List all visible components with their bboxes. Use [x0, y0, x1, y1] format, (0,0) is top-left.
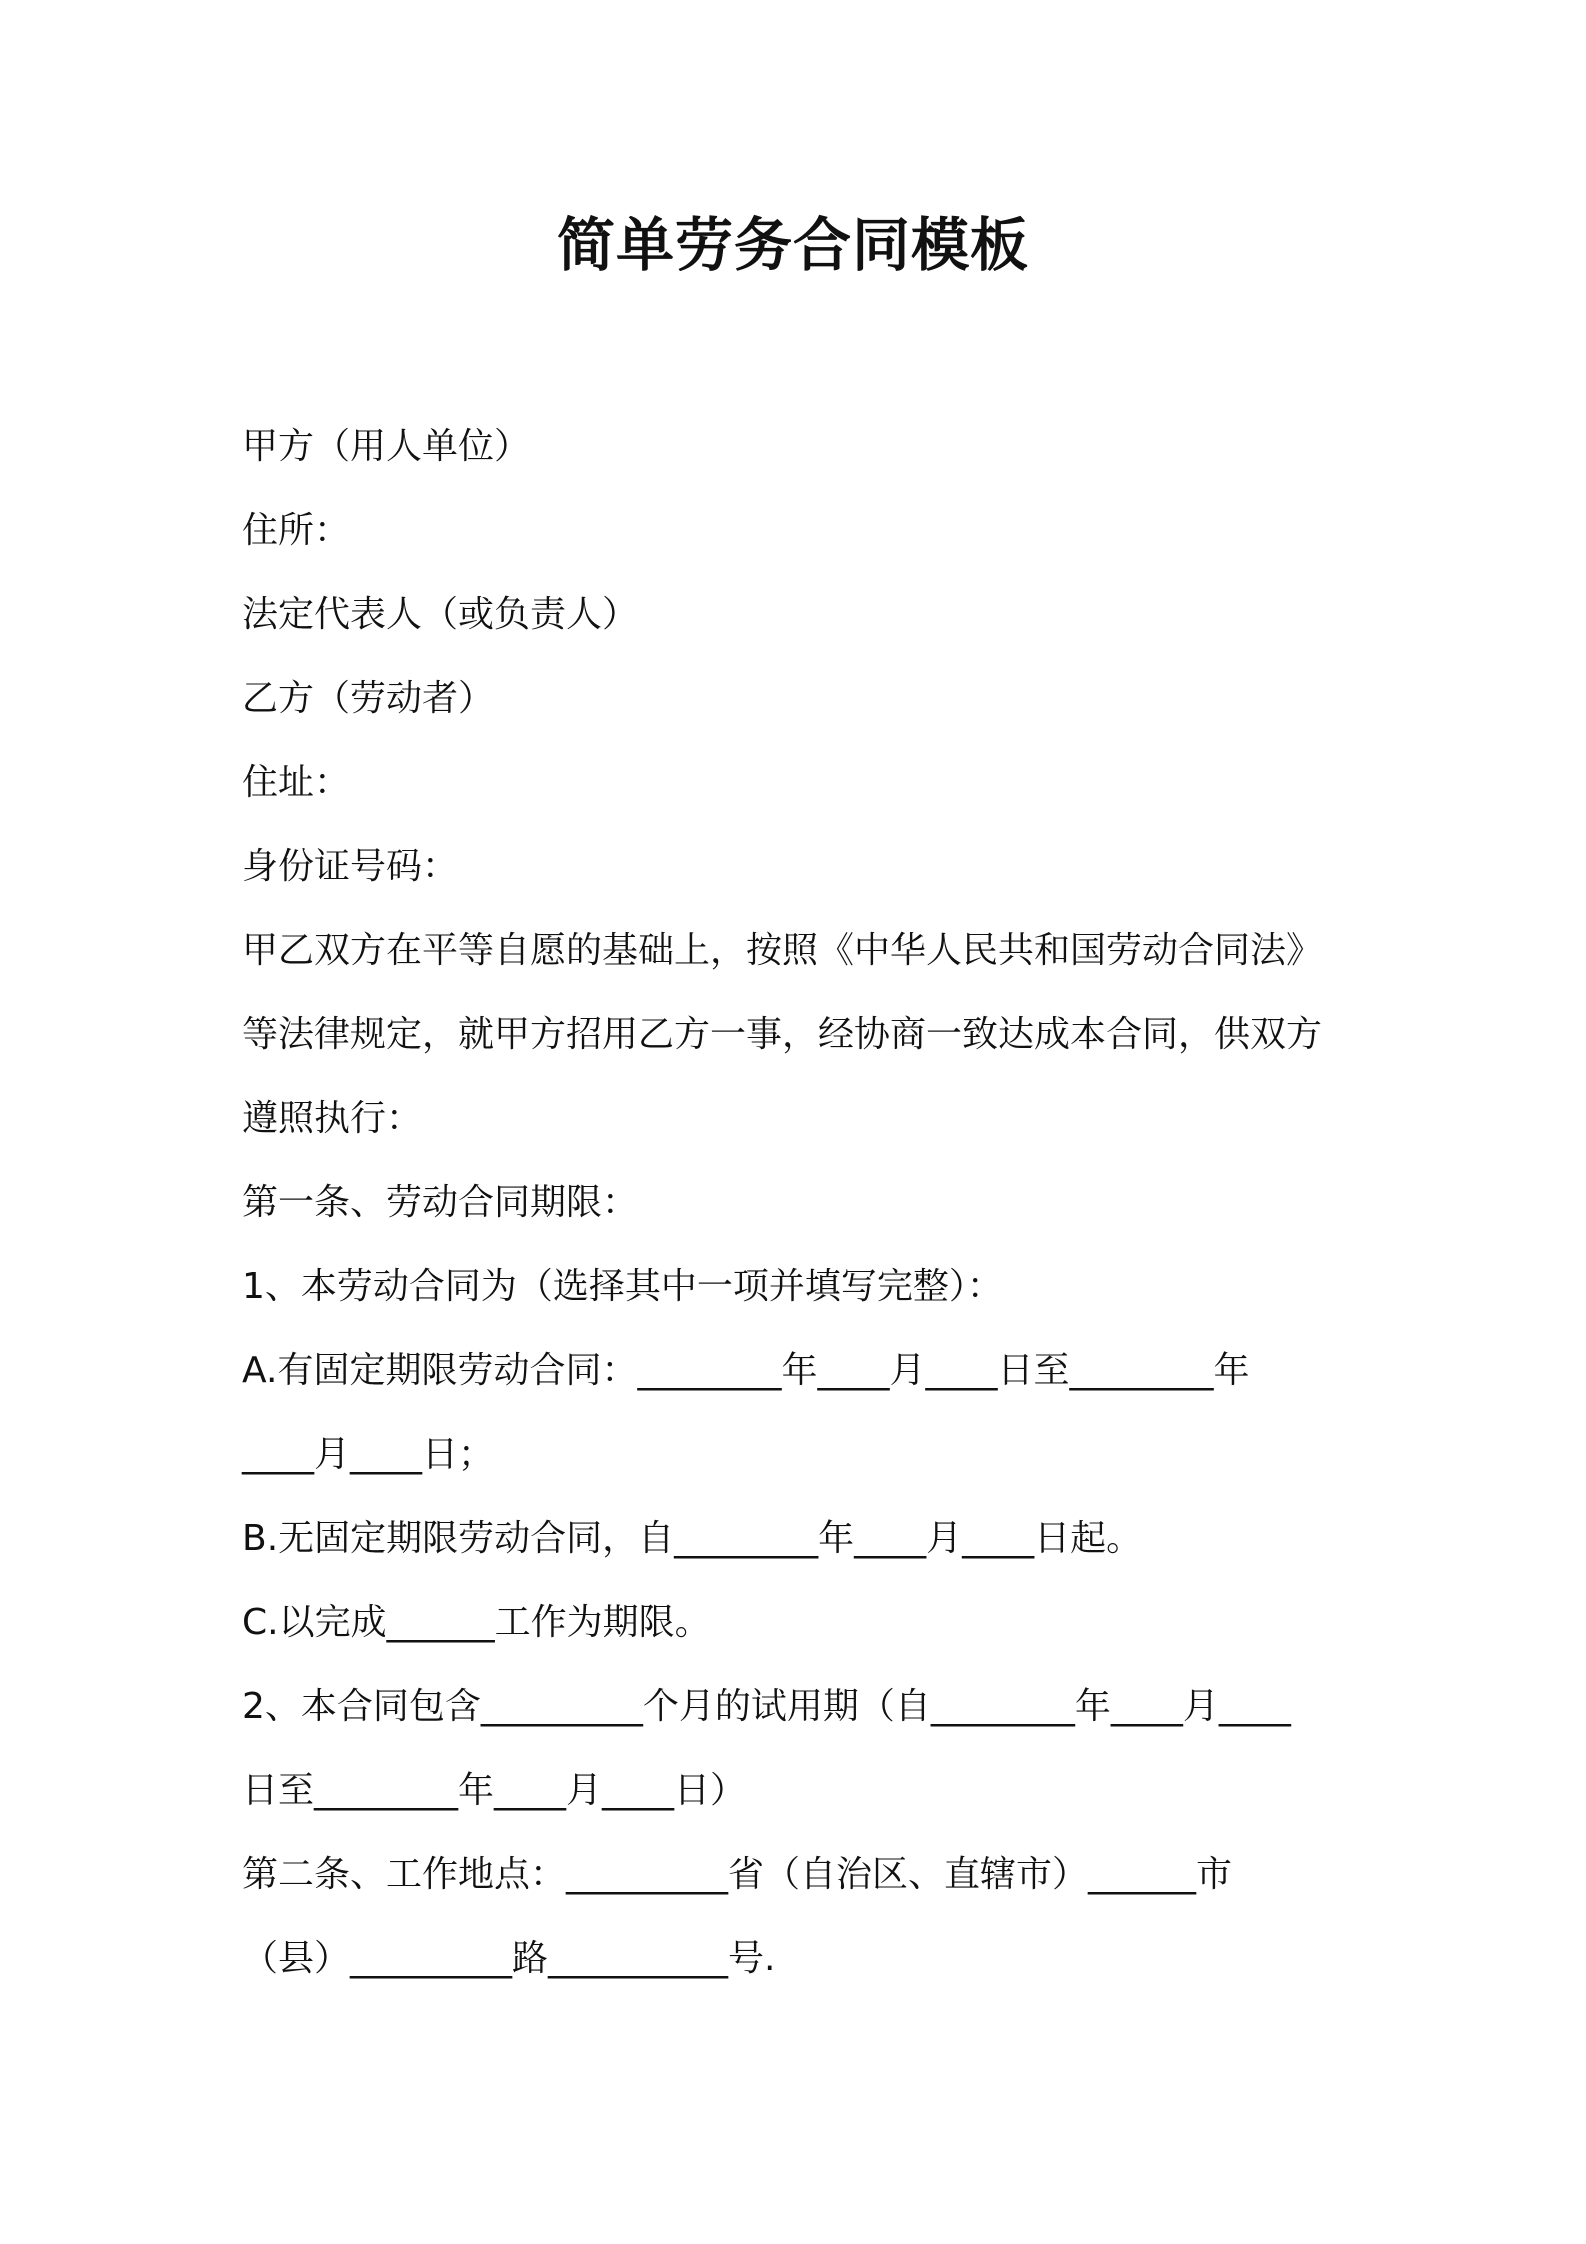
id-number-label: 身份证号码： [242, 846, 459, 887]
party-b-address-label: 住址： [242, 762, 351, 803]
preamble-line-1: 甲乙双方在平等自愿的基础上，按照《中华人民共和国劳动合同法》 [242, 930, 1323, 971]
option-a-line-1: A.有固定期限劳动合同：________年____月____日至________年 [242, 1350, 1250, 1391]
legal-representative-label: 法定代表人（或负责人） [242, 594, 639, 635]
option-a-line-2: ____月____日； [242, 1434, 495, 1475]
option-b: B.无固定期限劳动合同，自________年____月____日起。 [242, 1518, 1143, 1559]
party-a-label: 甲方（用人单位） [242, 426, 531, 467]
preamble-line-2: 等法律规定，就甲方招用乙方一事，经协商一致达成本合同，供双方 [242, 1014, 1323, 1055]
preamble-line-3: 遵照执行： [242, 1098, 423, 1139]
clause-1-1: 1、本劳动合同为（选择其中一项并填写完整）： [242, 1266, 1003, 1307]
clause-1-2-line-1: 2、本合同包含_________个月的试用期（自________年____月____ [242, 1686, 1291, 1727]
article-2-line-1: 第二条、工作地点：_________省（自治区、直辖市）______市 [242, 1854, 1233, 1895]
party-b-label: 乙方（劳动者） [242, 678, 495, 719]
party-a-address-label: 住所： [242, 510, 351, 551]
clause-1-2-line-2: 日至________年____月____日） [242, 1770, 747, 1811]
contract-body [242, 405, 1362, 2001]
option-c: C.以完成______工作为期限。 [242, 1602, 711, 1643]
article-1-heading: 第一条、劳动合同期限： [242, 1182, 639, 1223]
document-title: 简单劳务合同模板 [556, 211, 1029, 279]
article-2-line-2: （县）_________路__________号. [242, 1938, 776, 1979]
